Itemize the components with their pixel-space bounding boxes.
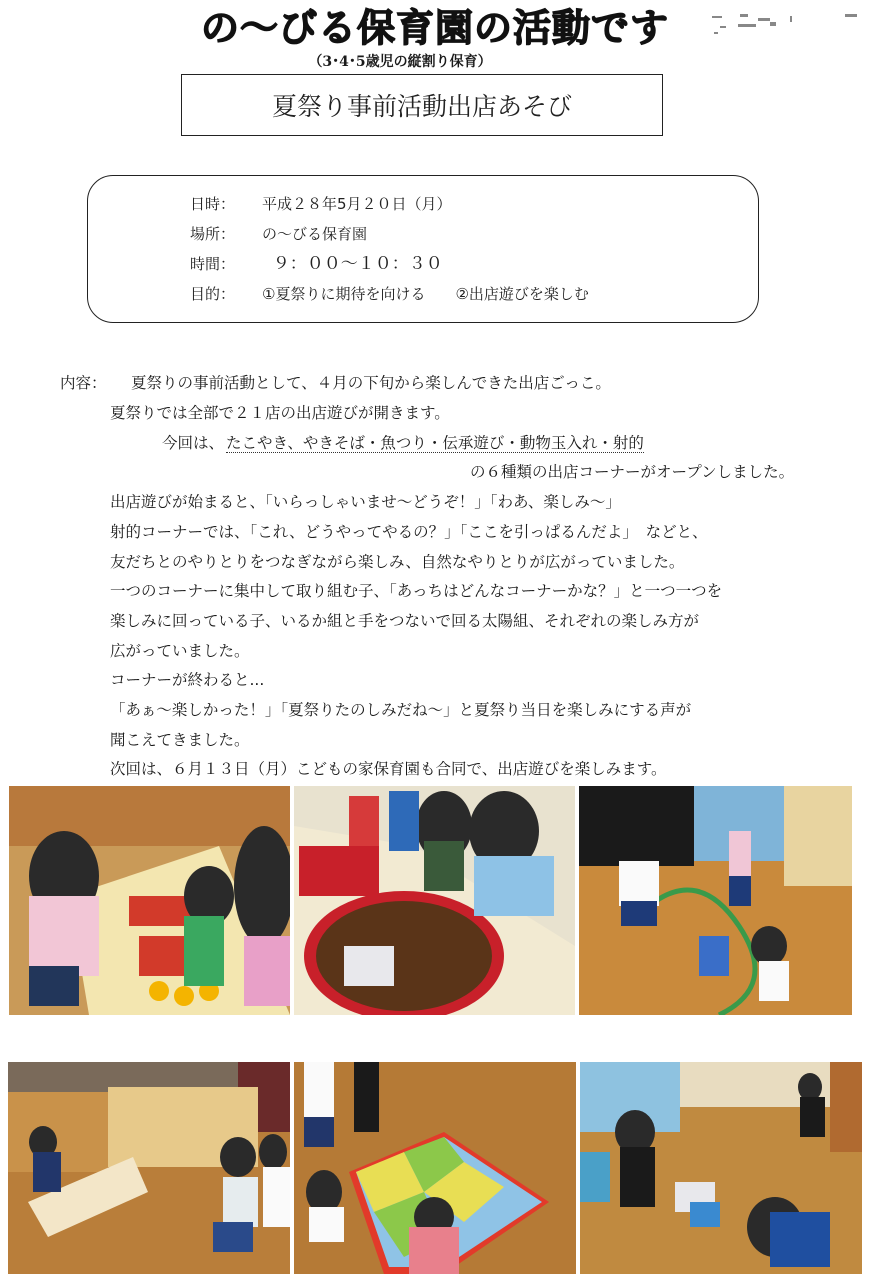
info-label: 場所： (190, 225, 236, 243)
content-line: 射的コーナーでは、「これ、どうやってやるの？」「ここを引っぱるんだよ」 などと、 (110, 523, 708, 541)
content-label: 内容： (60, 374, 107, 392)
event-info-box (87, 175, 759, 323)
content-line: の６種類の出店コーナーがオープンしました。 (470, 463, 795, 481)
photo-yakisoba-tray (294, 786, 575, 1015)
info-row-date (190, 194, 452, 214)
info-row-place (190, 224, 367, 244)
content-line: 夏祭りの事前活動として、４月の下旬から楽しんできた出店ごっこ。 (131, 374, 611, 392)
content-line: 出店遊びが始まると、「いらっしゃいませ〜どうぞ！」「わあ、楽しみ〜」 (110, 493, 621, 511)
content-line: 広がっていました。 (110, 642, 250, 660)
content-line-underlined (226, 432, 644, 454)
info-value: ①夏祭りに期待を向ける ②出店遊びを楽しむ (262, 285, 589, 303)
info-value: 平成２８年5月２０日（月） (262, 195, 452, 213)
info-row-time (190, 254, 443, 274)
content-line: 友だちとのやりとりをつなぎながら楽しみ、自然なやりとりが広がっていました。 (110, 553, 685, 571)
photo-takoyaki-table (9, 786, 290, 1015)
info-value: ９：００〜１０：３０ (262, 254, 443, 274)
content-line: 一つのコーナーに集中して取り組む子、「あっちはどんなコーナーかな？」と一つ一つを (110, 582, 723, 600)
photo-ball-toss-mat (294, 1062, 576, 1274)
photo-fishing-corner (579, 786, 852, 1015)
content-line: 次回は、６月１３日（月）こどもの家保育園も合同で、出店遊びを楽しみます。 (110, 760, 667, 778)
content-line: コーナーが終わると... (110, 671, 265, 689)
info-label: 目的： (190, 285, 236, 303)
page-title: の〜びる保育園の活動です (200, 6, 669, 50)
info-row-purpose (190, 284, 589, 304)
info-value: の〜びる保育園 (262, 225, 368, 243)
info-label: 日時： (190, 195, 236, 213)
content-line: 今回は、 (162, 434, 225, 452)
content-line: 楽しみに回っている子、いるか組と手をつないで回る太陽組、それぞれの楽しみ方が (110, 612, 700, 630)
content-line: 「あぁ〜楽しかった！」「夏祭りたのしみだね〜」と夏祭り当日を楽しみにする声が (110, 701, 692, 719)
photo-traditional-games (580, 1062, 862, 1274)
page-subtitle: （3･4･5歳児の縦割り保育） (308, 54, 492, 70)
content-line: 夏祭りでは全部で２１店の出店遊びが開きます。 (110, 404, 450, 422)
event-title: 夏祭り事前活動出店あそび (271, 92, 572, 121)
info-label: 時間： (190, 255, 236, 273)
photo-shooting-corner (8, 1062, 290, 1274)
content-line: 聞こえてきました。 (110, 731, 250, 749)
event-title-box (181, 74, 663, 136)
shop-list: たこやき、やきそば・魚つり・伝承遊び・動物玉入れ・射的 (226, 434, 644, 452)
